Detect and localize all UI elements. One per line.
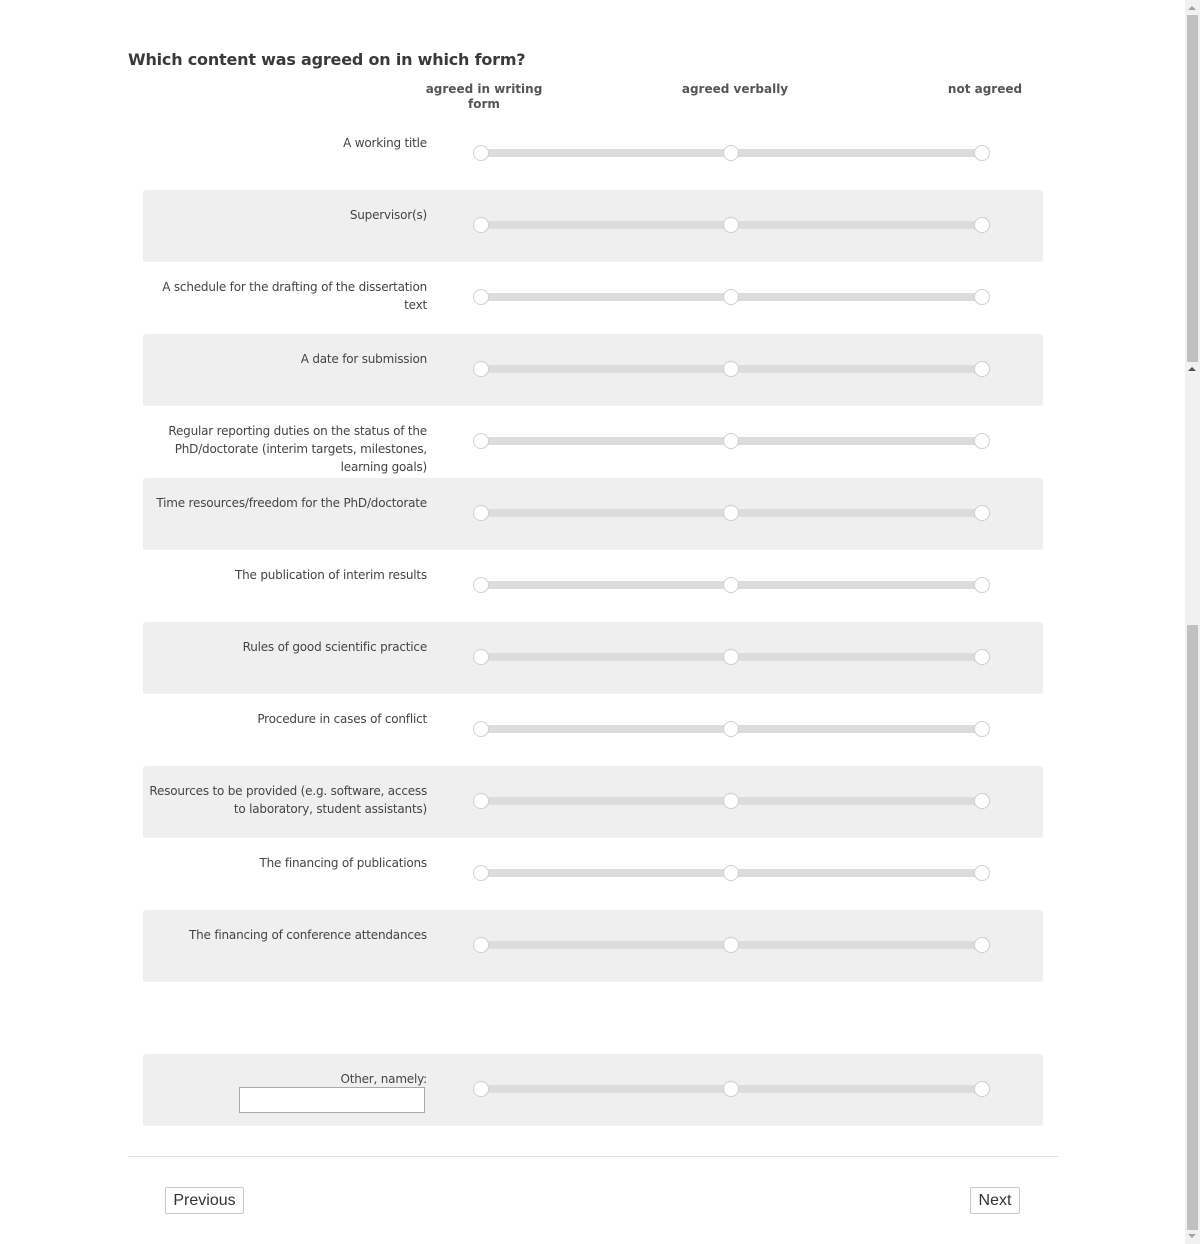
row-label: The financing of conference attendances: [189, 928, 427, 942]
previous-button[interactable]: Previous: [165, 1187, 244, 1214]
row-label: A working title: [343, 136, 427, 150]
option-agreed-in-writing[interactable]: [473, 1081, 489, 1097]
rating-slider[interactable]: [472, 937, 990, 953]
option-agreed-verbally[interactable]: [723, 793, 739, 809]
matrix-row: [143, 118, 1043, 190]
rating-slider[interactable]: [472, 865, 990, 881]
rating-slider[interactable]: [472, 145, 990, 161]
column-header-agreed-verbally: agreed verbally: [681, 82, 789, 96]
option-agreed-verbally[interactable]: [723, 1081, 739, 1097]
option-agreed-verbally[interactable]: [723, 649, 739, 665]
option-agreed-in-writing[interactable]: [473, 937, 489, 953]
option-agreed-verbally[interactable]: [723, 217, 739, 233]
row-label: A date for submission: [300, 352, 427, 366]
scroll-up-arrow-icon[interactable]: [1188, 367, 1196, 371]
rating-slider[interactable]: [472, 793, 990, 809]
matrix-row: [143, 910, 1043, 982]
option-agreed-in-writing[interactable]: [473, 145, 489, 161]
option-not-agreed[interactable]: [974, 217, 990, 233]
option-agreed-verbally[interactable]: [723, 937, 739, 953]
matrix-row: [143, 262, 1043, 334]
option-agreed-verbally[interactable]: [723, 577, 739, 593]
matrix-row: [143, 478, 1043, 550]
option-agreed-in-writing[interactable]: [473, 289, 489, 305]
rating-slider[interactable]: [472, 361, 990, 377]
option-not-agreed[interactable]: [974, 1081, 990, 1097]
option-not-agreed[interactable]: [974, 865, 990, 881]
other-namely-input[interactable]: [239, 1087, 425, 1113]
option-agreed-in-writing[interactable]: [473, 505, 489, 521]
row-label: The publication of interim results: [235, 568, 427, 582]
row-label: Time resources/freedom for the PhD/doctorate: [156, 496, 427, 510]
matrix-row: [143, 766, 1043, 838]
matrix-row-other: [143, 1054, 1043, 1126]
rating-slider[interactable]: [472, 289, 990, 305]
option-agreed-verbally[interactable]: [723, 505, 739, 521]
rating-slider-other[interactable]: [472, 1081, 990, 1097]
option-agreed-in-writing[interactable]: [473, 721, 489, 737]
column-header-agreed-in-writing: agreed in writing form: [425, 82, 543, 111]
option-not-agreed[interactable]: [974, 361, 990, 377]
option-agreed-in-writing[interactable]: [473, 793, 489, 809]
row-label: The financing of publications: [259, 856, 427, 870]
option-agreed-verbally[interactable]: [723, 865, 739, 881]
option-agreed-in-writing[interactable]: [473, 577, 489, 593]
scroll-thumb[interactable]: [1187, 15, 1198, 362]
option-agreed-in-writing[interactable]: [473, 865, 489, 881]
scroll-up-arrow-icon[interactable]: [1188, 6, 1196, 10]
rating-slider[interactable]: [472, 217, 990, 233]
next-button[interactable]: Next: [970, 1187, 1020, 1214]
matrix-row: [143, 406, 1043, 478]
option-not-agreed[interactable]: [974, 937, 990, 953]
option-agreed-verbally[interactable]: [723, 289, 739, 305]
matrix-row: [143, 622, 1043, 694]
option-not-agreed[interactable]: [974, 577, 990, 593]
option-not-agreed[interactable]: [974, 433, 990, 449]
option-agreed-verbally[interactable]: [723, 361, 739, 377]
scroll-down-arrow-icon[interactable]: [1188, 1234, 1196, 1238]
option-not-agreed[interactable]: [974, 721, 990, 737]
row-label: Procedure in cases of conflict: [257, 712, 427, 726]
option-not-agreed[interactable]: [974, 289, 990, 305]
rating-slider[interactable]: [472, 433, 990, 449]
option-agreed-verbally[interactable]: [723, 433, 739, 449]
option-agreed-verbally[interactable]: [723, 721, 739, 737]
divider: [128, 1156, 1058, 1157]
question-title: Which content was agreed on in which form?: [128, 50, 526, 69]
option-not-agreed[interactable]: [974, 649, 990, 665]
row-label: Regular reporting duties on the status of the PhD/doctorate (interim targets, milestones, learning goals): [168, 424, 427, 474]
row-label: A schedule for the drafting of the dissertation text: [162, 280, 427, 312]
column-header-not-agreed: not agreed: [947, 82, 1023, 96]
option-not-agreed[interactable]: [974, 505, 990, 521]
option-agreed-verbally[interactable]: [723, 145, 739, 161]
option-agreed-in-writing[interactable]: [473, 649, 489, 665]
rating-slider[interactable]: [472, 649, 990, 665]
row-label: Rules of good scientific practice: [242, 640, 427, 654]
matrix-row: [143, 334, 1043, 406]
rating-slider[interactable]: [472, 577, 990, 593]
matrix-row: [143, 838, 1043, 910]
matrix-row: [143, 694, 1043, 766]
option-agreed-in-writing[interactable]: [473, 361, 489, 377]
option-not-agreed[interactable]: [974, 793, 990, 809]
option-not-agreed[interactable]: [974, 145, 990, 161]
row-label: Supervisor(s): [349, 208, 427, 222]
row-label: Resources to be provided (e.g. software, access to laboratory, student assistants): [149, 784, 427, 816]
option-agreed-in-writing[interactable]: [473, 433, 489, 449]
rating-slider[interactable]: [472, 505, 990, 521]
rating-slider[interactable]: [472, 721, 990, 737]
matrix-row: [143, 550, 1043, 622]
vertical-scrollbar[interactable]: [1185, 0, 1200, 1244]
scroll-thumb[interactable]: [1187, 625, 1198, 1230]
row-label-other: Other, namely:: [340, 1072, 427, 1086]
matrix-row: [143, 190, 1043, 262]
option-agreed-in-writing[interactable]: [473, 217, 489, 233]
